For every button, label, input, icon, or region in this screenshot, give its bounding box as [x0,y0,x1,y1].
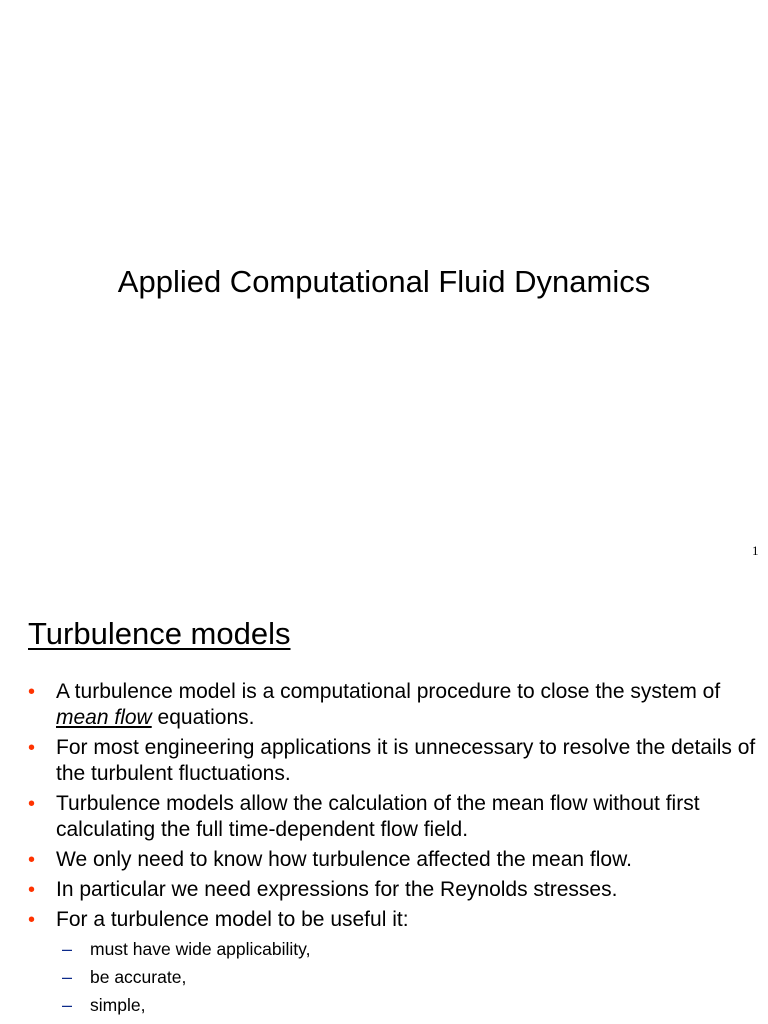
section-heading: Turbulence models [28,616,291,651]
bullet-item [28,877,758,903]
sub-bullet-text: must have wide applicability, [90,939,311,959]
bullet-marker-icon: • [28,737,36,759]
bullet-text: Turbulence models allow the calculation of the mean flow without first calculating the full time-dependent flow field. [56,792,700,841]
sub-bullet-list [62,937,758,1017]
dash-marker-icon: – [62,995,73,1015]
bullet-text: For a turbulence model to be useful it: [56,908,409,931]
sub-bullet-item [62,993,758,1017]
page-number: 1 [752,543,759,558]
bullet-marker-icon: • [28,681,36,703]
bullet-marker-icon: • [28,793,36,815]
dash-marker-icon: – [62,967,73,987]
bullet-marker-icon: • [28,849,36,871]
sub-bullet-item [62,965,758,989]
bullet-emphasis: mean flow [56,706,152,729]
slide-title: Applied Computational Fluid Dynamics [117,264,651,299]
bullet-item [28,679,758,731]
bullet-item [28,907,758,1017]
bullet-item [28,791,758,843]
sub-bullet-item [62,937,758,961]
bullet-text: A turbulence model is a computational procedure to close the system of [56,680,721,703]
bullet-text: We only need to know how turbulence affected the mean flow. [56,848,632,871]
bullet-text: In particular we need expressions for the Reynolds stresses. [56,878,618,901]
bullet-marker-icon: • [28,909,36,931]
dash-marker-icon: – [62,939,73,959]
bullet-item [28,847,758,873]
sub-bullet-text: be accurate, [90,967,187,987]
bullet-text: equations. [151,706,255,729]
bullet-item [28,735,758,787]
sub-bullet-text: simple, [90,995,146,1015]
bullet-list [28,679,758,1021]
bullet-text: For most engineering applications it is unnecessary to resolve the details of the turbulent fluctuations. [56,736,756,785]
bullet-marker-icon: • [28,879,36,901]
